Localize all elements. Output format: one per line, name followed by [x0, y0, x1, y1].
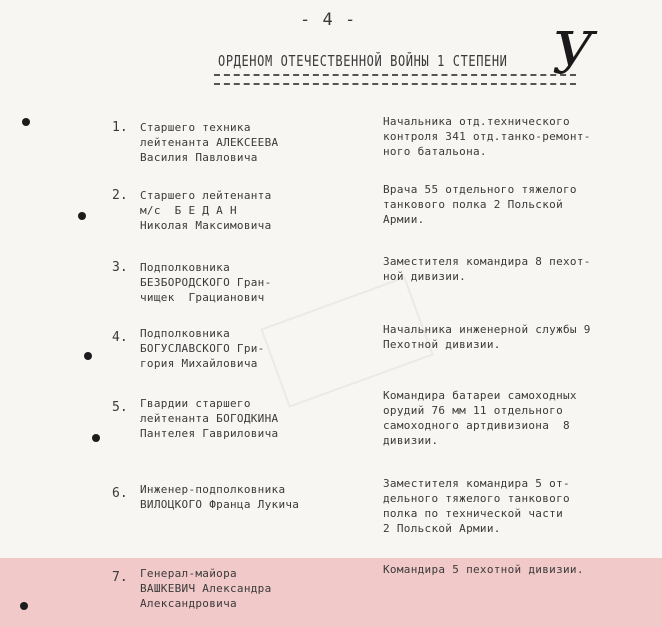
- award-heading: ОРДЕНОМ ОТЕЧЕСТВЕННОЙ ВОЙНЫ 1 СТЕПЕНИ: [218, 52, 508, 70]
- punch-hole: [92, 434, 100, 442]
- entry-name: Старшего лейтенанта м/с Б Е Д А Н Николая Максимовича: [140, 189, 272, 232]
- punch-hole: [22, 118, 30, 126]
- entry-name: Старшего техника лейтенанта АЛЕКСЕЕВА Василия Павловича: [140, 121, 279, 164]
- entry-name: Подполковника БОГУСЛАВСКОГО Гри- гория Михайловича: [140, 327, 265, 370]
- entry-number: 2.: [112, 188, 128, 203]
- entry-number: 6.: [112, 486, 128, 501]
- entry-name: Генерал-майора ВАШКЕВИЧ Александра Александровича: [140, 567, 272, 610]
- punch-hole: [84, 352, 92, 360]
- entry-position: Начальника инженерной службы 9 Пехотной дивизии.: [383, 323, 591, 351]
- entry-name: Инженер-подполковника ВИЛОЦКОГО Франца Лукича: [140, 483, 300, 511]
- entry-number: 4.: [112, 330, 128, 345]
- heading-underline: [214, 74, 576, 85]
- entry-number: 7.: [112, 570, 128, 585]
- entry-position: Начальника отд.технического контроля 341 отд.танко-ремонт- ного батальона.: [383, 115, 591, 158]
- punch-hole: [20, 602, 28, 610]
- entry-position: Врача 55 отдельного тяжелого танкового полка 2 Польской Армии.: [383, 183, 577, 226]
- entry-number: 5.: [112, 400, 128, 415]
- entry-number: 3.: [112, 260, 128, 275]
- entry-position: Заместителя командира 5 от- дельного тяжелого танкового полка по технической части 2 Польской Армии.: [383, 477, 570, 535]
- punch-hole: [78, 212, 86, 220]
- entry-position: Командира 5 пехотной дивизии.: [383, 563, 584, 576]
- handwritten-mark: У: [552, 19, 594, 87]
- entry-position: Командира батареи самоходных орудий 76 мм 11 отдельного самоходного артдивизиона 8 дивизии.: [383, 389, 577, 447]
- page-number: - 4 -: [300, 10, 357, 30]
- entry-name: Гвардии старшего лейтенанта БОГОДКИНА Пантелея Гавриловича: [140, 397, 279, 440]
- entry-name: Подполковника БЕЗБОРОДСКОГО Гран- чищек Грацианович: [140, 261, 272, 304]
- entry-position: Заместителя командира 8 пехот- ной дивизии.: [383, 255, 591, 283]
- entry-number: 1.: [112, 120, 128, 135]
